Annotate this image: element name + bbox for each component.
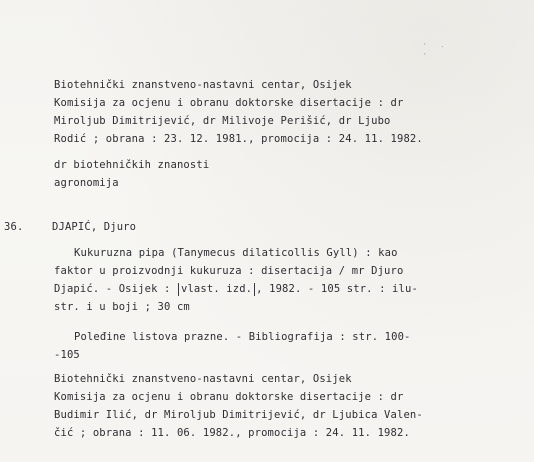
institution-line: Komisija za ocjenu i obranu doktorske disertacije : dr bbox=[54, 391, 404, 403]
entry-number: 36. bbox=[4, 221, 24, 233]
text-line: Miroljub Dimitrijević, dr Milivoje Perišić, dr Ljubo bbox=[54, 115, 391, 127]
institution-line: Biotehnički znanstveno-nastavni centar, Osijek bbox=[54, 373, 352, 385]
description-line: Kukuruzna pipa (Tanymecus dilaticollis Gyll) : kao bbox=[74, 247, 398, 259]
institution-line: Budimir Ilić, dr Miroljub Dimitrijević, dr Ljubica Valen- bbox=[54, 409, 423, 421]
page-smudge-mark: · ․ · bbox=[422, 40, 448, 60]
institution-line: čić ; obrana : 11. 06. 1982., promocija : 24. 11. 1982. bbox=[54, 427, 410, 439]
description-line-with-bracket bbox=[54, 283, 418, 296]
note-line: -105 bbox=[54, 349, 80, 361]
bracketed-publisher: vlast. izd. bbox=[178, 283, 255, 296]
description-suffix: , 1982. - 105 str. : ilu- bbox=[256, 283, 418, 295]
description-line: str. i u boji ; 30 cm bbox=[54, 301, 190, 313]
description-line: faktor u proizvodnji kukuruza : disertacija / mr Djuro bbox=[54, 265, 404, 277]
text-line: Biotehnički znanstveno-nastavni centar, Osijek bbox=[54, 79, 352, 91]
text-line: Rodić ; obrana : 23. 12. 1981., promocija : 24. 11. 1982. bbox=[54, 133, 423, 145]
note-line: Poleđine listova prazne. - Bibliografija : str. 100- bbox=[74, 331, 411, 343]
description-prefix: Djapić. - Osijek : bbox=[54, 283, 177, 295]
text-line: Komisija za ocjenu i obranu doktorske disertacije : dr bbox=[54, 97, 404, 109]
text-line: dr biotehničkih znanosti bbox=[54, 159, 210, 171]
text-line: agronomija bbox=[54, 177, 119, 189]
entry-heading: DJAPIĆ, Djuro bbox=[52, 221, 137, 233]
